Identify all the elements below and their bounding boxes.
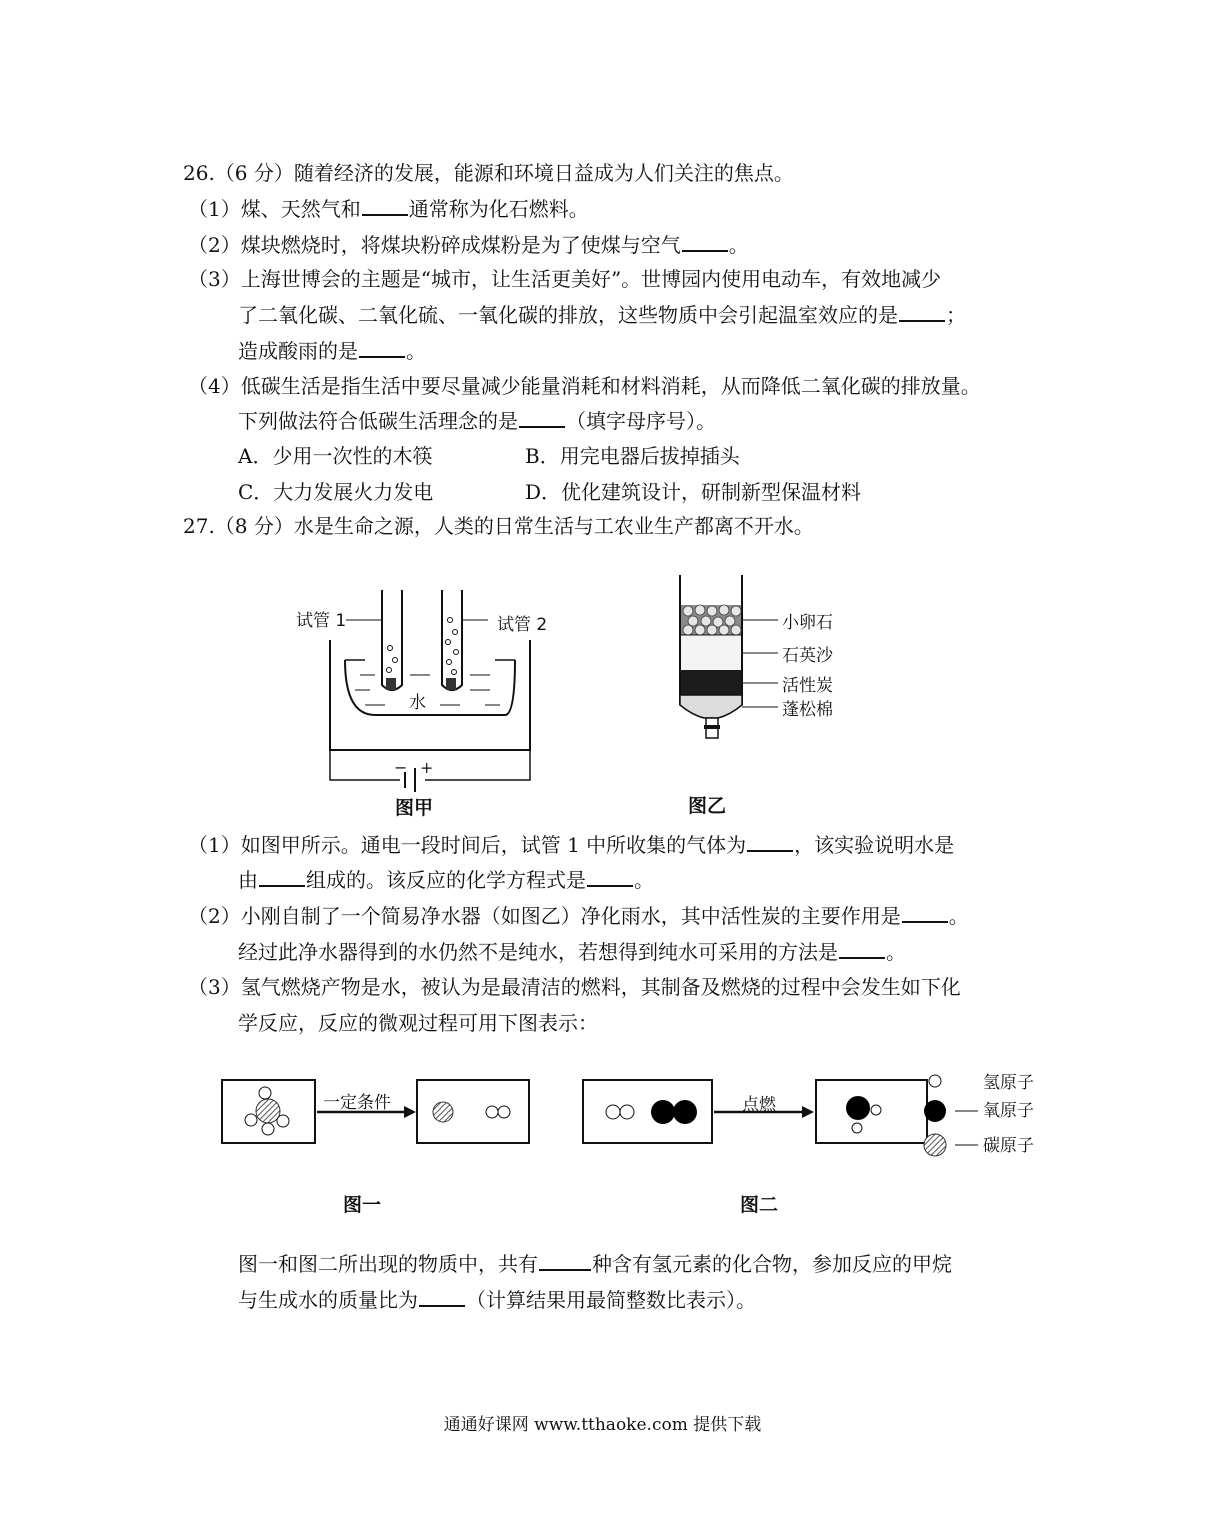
fig2-condition-label: 点燃	[742, 1095, 776, 1115]
q26-part3-text-c: 造成酸雨的是	[238, 339, 358, 363]
carbon-legend-icon	[924, 1134, 946, 1156]
q27-title: 27.（8 分）水是生命之源，人类的日常生活与工农业生产都离不开水。	[183, 514, 814, 538]
q26-part1-text-a: （1）煤、天然气和	[188, 197, 361, 221]
carbon-atom-icon	[256, 1099, 280, 1123]
answer-blank[interactable]	[587, 867, 633, 887]
q27-part2-line1	[188, 903, 969, 929]
q27-part3-text-d: （计算结果用最简整数比表示）。	[466, 1288, 756, 1312]
fig1-condition-label: 一定条件	[323, 1093, 391, 1113]
q27-part3-question-line2	[238, 1287, 756, 1313]
answer-blank[interactable]	[419, 1287, 465, 1307]
q27-part2-text-c: 经过此净水器得到的水仍然不是纯水，若想得到纯水可采用的方法是	[238, 940, 838, 964]
q26-part4-text-b: （填字母序号）。	[566, 409, 716, 433]
q26-part1	[188, 196, 589, 222]
q26-part4-line1: （4）低碳生活是指生活中要尽量减少能量消耗和材料消耗，从而降低二氧化碳的排放量。	[188, 374, 981, 398]
figure1-caption: 图一	[343, 1194, 382, 1216]
tube2-label: 试管 2	[497, 615, 548, 635]
q26-title: 26.（6 分）随着经济的发展，能源和环境日益成为人们关注的焦点。	[183, 161, 794, 185]
oxygen-atom-icon	[924, 1100, 946, 1122]
water-filter-diagram	[660, 575, 780, 755]
figure2-caption: 图二	[740, 1194, 779, 1216]
water-label: 水	[409, 693, 426, 713]
q27-part2-text-b: 。	[948, 904, 969, 928]
q27-part3-text-c: 与生成水的质量比为	[238, 1288, 418, 1312]
q26-part3-line1: （3）上海世博会的主题是“城市，让生活更美好”。世博园内使用电动车，有效地减少	[188, 267, 942, 291]
q27-part1-text-b: ，该实验说明水是	[794, 833, 955, 857]
figure-jia-caption: 图甲	[395, 797, 434, 819]
q26-part2	[188, 232, 749, 258]
q26-part4-text-a: 下列做法符合低碳生活理念的是	[238, 409, 518, 433]
answer-blank[interactable]	[519, 408, 565, 428]
option-a: A．少用一次性的木筷	[238, 444, 433, 468]
legend-carbon: 碳原子	[983, 1136, 1034, 1156]
q26-part4-line2	[238, 408, 716, 434]
q26-part3-text-d: 。	[406, 339, 426, 363]
q26-part2-text-a: （2）煤块燃烧时，将煤块粉碎成煤粉是为了使煤与空气	[188, 233, 681, 257]
q26-part3-text-a: 了二氧化碳、二氧化硫、一氧化碳的排放，这些物质中会引起温室效应的是	[238, 303, 898, 327]
battery-minus-label: −	[394, 758, 408, 777]
answer-blank[interactable]	[539, 1251, 591, 1271]
q27-part1-line2	[238, 867, 654, 893]
option-c: C．大力发展火力发电	[238, 480, 434, 504]
q27-part1-text-e: 。	[634, 868, 654, 892]
q27-part1-text-d: 组成的。该反应的化学方程式是	[306, 868, 586, 892]
q27-part1-text-c: 由	[238, 868, 258, 892]
answer-blank[interactable]	[259, 867, 305, 887]
option-d: D．优化建筑设计，研制新型保温材料	[525, 480, 862, 504]
q27-part1-text-a: （1）如图甲所示。通电一段时间后，试管 1 中所收集的气体为	[188, 833, 747, 857]
page-footer: 通通好课网 www.tthaoke.com 提供下载	[443, 1415, 762, 1435]
q27-part3-text-b: 种含有氢元素的化合物，参加反应的甲烷	[592, 1252, 952, 1276]
answer-blank[interactable]	[362, 196, 408, 216]
q27-part3-line2: 学反应，反应的微观过程可用下图表示：	[238, 1011, 598, 1035]
q27-part2-text-d: 。	[886, 940, 906, 964]
option-b: B．用完电器后拔掉插头	[525, 444, 740, 468]
q27-part1-line1	[188, 832, 954, 858]
quartz-sand-label: 石英沙	[782, 646, 833, 666]
q26-part1-text-b: 通常称为化石燃料。	[408, 197, 589, 221]
q27-part3-question-line1	[238, 1251, 952, 1277]
answer-blank[interactable]	[747, 832, 793, 852]
q27-part3-line1: （3）氢气燃烧产物是水，被认为是最清洁的燃料，其制备及燃烧的过程中会发生如下化	[188, 975, 961, 999]
legend-hydrogen: 氢原子	[983, 1073, 1034, 1093]
answer-blank[interactable]	[359, 338, 405, 358]
answer-blank[interactable]	[839, 939, 885, 959]
q27-part3-text-a: 图一和图二所出现的物质中，共有	[238, 1252, 538, 1276]
activated-carbon-label: 活性炭	[782, 676, 833, 696]
battery-plus-label: +	[420, 758, 434, 777]
q26-part3-line3	[238, 338, 426, 364]
q27-part2-line2	[238, 939, 906, 965]
q26-part3-line2	[238, 302, 966, 328]
pebble-layer-label: 小卵石	[782, 613, 833, 633]
legend-oxygen: 氧原子	[983, 1101, 1034, 1121]
answer-blank[interactable]	[682, 232, 728, 252]
figure-yi-caption: 图乙	[688, 795, 727, 817]
q26-part3-text-b: ；	[946, 303, 966, 327]
q26-part2-text-b: 。	[728, 233, 749, 257]
tube1-label: 试管 1	[296, 611, 347, 631]
q27-part2-text-a: （2）小刚自制了一个简易净水器（如图乙）净化雨水，其中活性炭的主要作用是	[188, 904, 901, 928]
answer-blank[interactable]	[899, 302, 945, 322]
hydrogen-atom-icon	[929, 1075, 941, 1087]
answer-blank[interactable]	[902, 903, 948, 923]
cotton-label: 蓬松棉	[782, 700, 833, 720]
